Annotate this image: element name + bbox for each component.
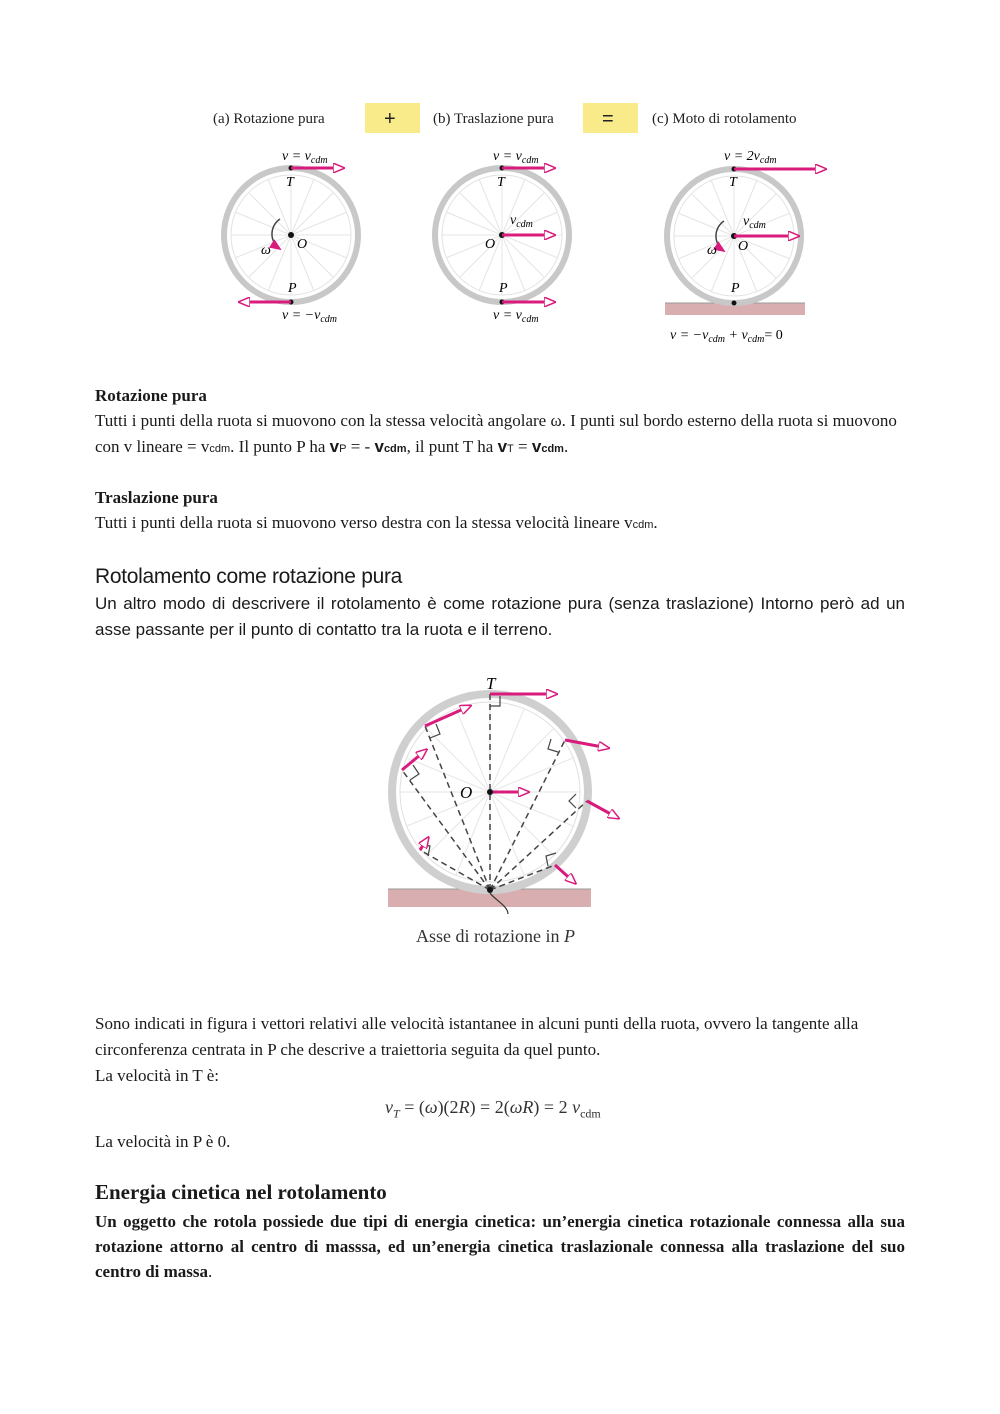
section-velocita-P bbox=[95, 1129, 905, 1155]
velocity-P-line: La velocità in P è 0. bbox=[95, 1132, 231, 1151]
figure-rolling-svg bbox=[200, 95, 840, 355]
section-rotazione-pura bbox=[95, 386, 905, 462]
c-top-velocity: $v = 2v_{cdm}$ bbox=[724, 149, 777, 166]
fig2-O-label: O bbox=[460, 783, 473, 802]
velocity-formula: $v_T = (\omega)(2R) = 2(\omega R) = 2$ $v_{cdm}$ bbox=[385, 1097, 601, 1121]
c-bottom-velocity: $v = -v_{cdm} + v_{cdm}= 0$ bbox=[670, 328, 783, 345]
section-traslazione-pura bbox=[95, 488, 905, 538]
section-paragraph: Un oggetto che rotola possiede due tipi di energia cinetica: un’energia cinetica rotazionale connessa alla sua rotazione attorno al centro di masssa, ed un’energia cinetica traslazionale connessa alla traslazione del suo centro di massa. bbox=[95, 1212, 905, 1281]
section-energia-cinetica bbox=[95, 1180, 905, 1284]
section-title: Traslazione pura bbox=[95, 488, 218, 507]
c-P-label: P bbox=[731, 281, 740, 296]
b-P-label: P bbox=[499, 281, 508, 296]
a-bottom-velocity: $v = -v_{cdm}$ bbox=[282, 308, 337, 325]
c-mid-velocity: $v_{cdm}$ bbox=[743, 214, 766, 231]
figure-axis-svg bbox=[380, 668, 630, 953]
label-a: (a) Rotazione pura bbox=[213, 111, 325, 127]
c-O-label: O bbox=[738, 239, 749, 254]
section-heading: Energia cinetica nel rotolamento bbox=[95, 1180, 387, 1204]
section-paragraph: Sono indicati in figura i vettori relativi alle velocità istantanee in alcuni punti della ruota, ovvero la tangente alla circonferenza centrata in P che descrive a traiettoria seguita da quel punto. bbox=[95, 1014, 859, 1059]
b-T-label: T bbox=[497, 175, 505, 190]
section-velocita-istantanee bbox=[95, 1011, 905, 1089]
b-O-label: O bbox=[485, 237, 496, 252]
equals-sign: = bbox=[602, 108, 614, 130]
a-O-label: O bbox=[297, 237, 308, 252]
a-omega-label: ω bbox=[261, 243, 271, 258]
section-paragraph: Tutti i punti della ruota si muovono verso destra con la stessa velocità lineare vcdm. bbox=[95, 513, 658, 532]
label-b: (b) Traslazione pura bbox=[433, 111, 554, 127]
section-title: Rotazione pura bbox=[95, 386, 207, 405]
a-top-velocity: $v = v_{cdm}$ bbox=[282, 149, 328, 166]
section-paragraph: Tutti i punti della ruota si muovono con la stessa velocità angolare ω. I punti sul bordo esterno della ruota si muovono con v lineare = vcdm. Il punto P ha vP = - vcdm, il punt T ha vT = vcdm. bbox=[95, 411, 897, 456]
c-omega-label: ω bbox=[707, 243, 717, 258]
fig2-caption: Asse di rotazione in P bbox=[416, 926, 575, 946]
label-c: (c) Moto di rotolamento bbox=[652, 111, 797, 127]
c-T-label: T bbox=[729, 175, 737, 190]
a-T-label: T bbox=[286, 175, 294, 190]
fig2-T-label: T bbox=[486, 674, 496, 693]
figure-rolling-decomposition bbox=[200, 95, 840, 355]
b-bottom-velocity: $v = v_{cdm}$ bbox=[493, 308, 539, 325]
section-rotolamento-rotazione bbox=[95, 565, 905, 643]
b-mid-velocity: $v_{cdm}$ bbox=[510, 213, 533, 230]
figure-rotation-about-P bbox=[380, 668, 630, 953]
a-P-label: P bbox=[288, 281, 297, 296]
section-heading: Rotolamento come rotazione pura bbox=[95, 565, 403, 588]
section-paragraph: Un altro modo di descrivere il rotolamento è come rotazione pura (senza traslazione) Intorno però ad un asse passante per il punto di contatto tra la ruota e il terreno. bbox=[95, 594, 905, 639]
plus-sign: + bbox=[384, 108, 396, 130]
b-top-velocity: $v = v_{cdm}$ bbox=[493, 149, 539, 166]
velocity-T-line: La velocità in T è: bbox=[95, 1066, 219, 1085]
